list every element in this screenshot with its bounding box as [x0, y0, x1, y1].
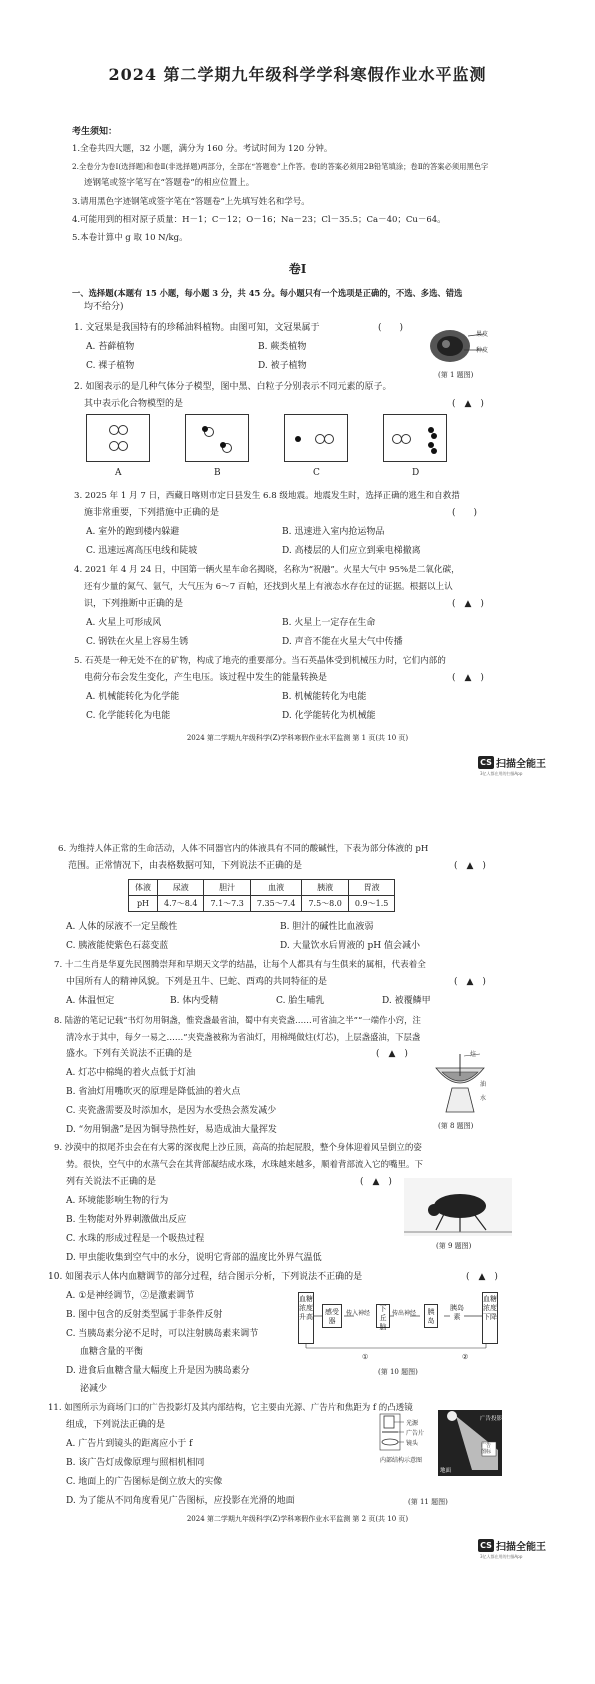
q11-option-c[interactable]: C. 地面上的广告图标是倒立放大的实像 [66, 1477, 223, 1487]
q6-stem: 6. 为维持人体正常的生命活动，人体不同器官内的体液具有不同的酸碱性，下表为部分体液的 pH [58, 844, 429, 854]
q11-option-a[interactable]: A. 广告片到镜头的距离应小于 f [66, 1439, 193, 1449]
q10-box-pancreas: 胰岛 [424, 1304, 438, 1328]
q2-stem: 2. 如图表示的是几种气体分子模型，图中黑、白粒子分别表示不同元素的原子。 [74, 382, 392, 392]
q6-th-1: 尿液 [158, 880, 204, 896]
q6-td-5: 0.9～1.5 [348, 896, 394, 912]
q8-label-oil: 油 [480, 1081, 487, 1088]
q9-option-a[interactable]: A. 环境能影响生物的行为 [66, 1196, 169, 1206]
scanner-logo-icon: CS [478, 1539, 494, 1552]
q7-option-c[interactable]: C. 胎生哺乳 [276, 996, 325, 1006]
q10-label-2: ② [462, 1353, 469, 1361]
q2-label-b: B [214, 468, 221, 478]
q7-option-a[interactable]: A. 体温恒定 [66, 996, 115, 1006]
q4-option-b[interactable]: B. 火星上一定存在生命 [282, 618, 376, 628]
q8-label-wick: 炷 [470, 1051, 477, 1058]
q10-option-b[interactable]: B. 图中包含的反射类型属于非条件反射 [66, 1310, 223, 1320]
q6-option-c[interactable]: C. 胰液能使紫色石蕊变蓝 [66, 941, 169, 951]
q3-stem-2: 施非常重要，下列措施中正确的是 [84, 508, 220, 518]
q1-option-c[interactable]: C. 裸子植物 [86, 361, 135, 371]
q10-option-d[interactable]: D. 进食后血糖含量大幅度上升是因为胰岛素分 [66, 1366, 250, 1376]
q1-label-seedcoat: 种皮 [476, 347, 489, 354]
q6-th-2: 胆汁 [204, 880, 250, 896]
notice-1: 1.全卷共四大题，32 小题，满分为 160 分。考试时间为 120 分钟。 [72, 144, 333, 154]
page-1-footer: 2024 第二学期九年级科学(Z)学科寒假作业水平监测 第 1 页(共 10 页) [186, 734, 409, 742]
q1-label-pericarp: 果皮 [476, 331, 489, 338]
q10-box-afferent: 传入神经 [346, 1310, 371, 1317]
q6-stem-2: 范围。正常情况下，由表格数据可知，下列说法不正确的是 [68, 861, 303, 871]
q7-stem-2: 中国所有人的精神风貌。下列是丑牛、巳蛇、酉鸡的共同特征的是 [66, 977, 328, 987]
q9-option-c[interactable]: C. 水珠的形成过程是一个吸热过程 [66, 1234, 205, 1244]
notice-title: 考生须知： [72, 127, 118, 137]
q6-paren: ( ▲ ) [454, 861, 486, 871]
q3-option-c[interactable]: C. 迅速远离高压电线和陡坡 [86, 546, 198, 556]
scanner-logo-icon: CS [478, 756, 494, 769]
q11-fig-caption: (第 11 题图) [408, 1498, 448, 1506]
q6-table-header-row [129, 880, 395, 896]
q1-fig-caption: (第 1 题图) [438, 371, 474, 379]
q1-option-b[interactable]: B. 蕨类植物 [258, 342, 307, 352]
section-heading-2: 均不给分) [84, 302, 124, 312]
q6-ph-table [128, 879, 395, 912]
q1-option-d[interactable]: D. 被子植物 [258, 361, 307, 371]
q6-td-4: 7.5～8.0 [302, 896, 348, 912]
q6-th-5: 胃液 [348, 880, 394, 896]
q9-stem-3: 列有关说法不正确的是 [66, 1177, 157, 1187]
notice-5: 5.本卷计算中 g 取 10 N/kg。 [72, 233, 188, 243]
q6-th-0: 体液 [129, 880, 158, 896]
q3-option-d[interactable]: D. 高楼层的人们应立到乘电梯撤离 [282, 546, 421, 556]
q11-label-structure: 内部结构示意图 [380, 1457, 423, 1464]
notice-4: 4.可能用到的相对原子质量：H－1；C－12；O－16；Na－23；Cl－35.5；Ca－40；Cu－64。 [72, 215, 446, 225]
q2-paren: ( ▲ ) [452, 399, 484, 409]
q1-option-a[interactable]: A. 苔藓植物 [86, 342, 135, 352]
q10-paren: ( ▲ ) [466, 1272, 498, 1282]
q9-option-d[interactable]: D. 甲虫能收集到空气中的水分，说明它背部的温度比外界气温低 [66, 1253, 322, 1263]
q7-paren: ( ▲ ) [454, 977, 486, 987]
q7-stem: 7. 十二生肖是华夏先民图腾崇拜和早期天文学的结晶，让每个人都具有与生俱来的属相，代表着全 [54, 960, 426, 970]
q6-td-2: 7.1～7.3 [204, 896, 250, 912]
q11-stem-2: 组成，下列说法正确的是 [66, 1420, 166, 1430]
q6-td-3: 7.35～7.4 [250, 896, 302, 912]
q5-stem-2: 电荷分布会发生变化，产生电压。该过程中发生的能量转换是 [84, 673, 328, 683]
q10-option-d-2: 泌减少 [80, 1384, 108, 1394]
page-2-footer: 2024 第二学期九年级科学(Z)学科寒假作业水平监测 第 2 页(共 10 页) [186, 1515, 409, 1523]
q5-option-d[interactable]: D. 化学能转化为机械能 [282, 711, 376, 721]
q8-option-c[interactable]: C. 夹瓷盏需要及时添加水，是因为水受热会蒸发减少 [66, 1106, 277, 1116]
q9-option-b[interactable]: B. 生物能对外界刺激做出反应 [66, 1215, 187, 1225]
q10-box-glucose-down: 血糖浓度下降 [482, 1292, 498, 1344]
q3-option-b[interactable]: B. 迅速进入室内抢运物品 [282, 527, 385, 537]
q2-label-c: C [313, 468, 320, 478]
q8-label-water: 水 [480, 1095, 487, 1102]
q10-option-c[interactable]: C. 当胰岛素分泌不足时，可以注射胰岛素来调节 [66, 1329, 259, 1339]
q3-stem: 3. 2025 年 1 月 7 日，西藏日喀则市定日县发生 6.8 级地震。地震发生时，选择正确的逃生和自救措 [74, 491, 460, 501]
q4-paren: ( ▲ ) [452, 599, 484, 609]
q10-stem: 10. 如图表示人体内血糖调节的部分过程，结合图示分析，下列说法不正确的是 [48, 1272, 363, 1282]
exam-title: 2024 第二学期九年级科学学科寒假作业水平监测 [108, 65, 487, 84]
q1-stem: 1. 文冠果是我国特有的珍稀油料植物。由图可知，文冠果属于 [74, 323, 320, 333]
q8-option-b[interactable]: B. 省油灯用嘴吹灭的原理是降低油的着火点 [66, 1087, 241, 1097]
q3-paren: ( ) [452, 508, 478, 518]
q5-paren: ( ▲ ) [452, 673, 484, 683]
q8-option-a[interactable]: A. 灯芯中棉绳的着火点低于灯油 [66, 1068, 196, 1078]
q6-td-1: 4.7～8.4 [158, 896, 204, 912]
q4-option-c[interactable]: C. 钢铁在火星上容易生锈 [86, 637, 189, 647]
q2-model-a[interactable] [86, 414, 150, 462]
q8-oil-lamp-figure [430, 1050, 500, 1116]
q8-fig-caption: (第 8 题图) [438, 1122, 474, 1130]
page-1 [0, 0, 595, 800]
q11-label-slide: 广告片 [406, 1430, 425, 1437]
scanner-sub: 3亿人都在用的扫描App [480, 1554, 523, 1559]
q2-stem-2: 其中表示化合物模型的是 [84, 399, 184, 409]
q8-stem: 8. 陆游的笔记记载“书灯勿用铜盏，惟瓷盏最省油，蜀中有夹瓷盏……可省油之半”“一端作小窍，注 [54, 1015, 421, 1025]
q2-model-b[interactable] [185, 414, 249, 462]
q11-label-projector: 广告投影灯 [480, 1416, 508, 1422]
q10-box-efferent: 传出神经 [392, 1310, 417, 1317]
q4-stem: 4. 2021 年 4 月 24 日，中国第一辆火星车命名揭晓，名称为“祝融”。火星大气中 95%是二氧化碳， [74, 565, 460, 575]
q6-th-3: 血液 [250, 880, 302, 896]
q5-option-b[interactable]: B. 机械能转化为电能 [282, 692, 367, 702]
q8-stem-3: 盛水。下列有关说法不正确的是 [66, 1049, 193, 1059]
q4-option-a[interactable]: A. 火星上可形成风 [86, 618, 162, 628]
q2-label-a: A [115, 468, 122, 478]
q6-table-row [129, 896, 395, 912]
q9-fig-caption: (第 9 题图) [436, 1242, 472, 1250]
q10-label-1: ① [362, 1353, 369, 1361]
q3-option-a[interactable]: A. 室外的跑到楼内躲避 [86, 527, 180, 537]
q10-fig-caption: (第 10 题图) [378, 1368, 418, 1376]
q10-box-glucose-up: 血糖浓度升高 [298, 1292, 314, 1344]
q5-option-a[interactable]: A. 机械能转化为化学能 [86, 692, 180, 702]
scanner-name: 扫描全能王 [496, 1542, 546, 1553]
section-heading: 一、选择题(本题有 15 小题，每小题 3 分，共 45 分。每小题只有一个选项是正确的，不选、多选、错选 [72, 288, 463, 298]
q11-stem: 11. 如图所示为商场门口的广告投影灯及其内部结构，它主要由光源、广告片和焦距为 f 的凸透镜 [48, 1403, 413, 1413]
q2-model-c[interactable] [284, 414, 348, 462]
scanner-watermark-2 [478, 1535, 546, 1560]
q11-label-lens: 镜头 [406, 1440, 419, 1447]
scanner-sub: 3亿人都在用的扫描App [480, 771, 523, 776]
q6-option-a[interactable]: A. 人体的尿液不一定呈酸性 [66, 922, 178, 932]
scanner-name: 扫描全能王 [496, 759, 546, 770]
q6-th-4: 胰液 [302, 880, 348, 896]
q10-box-insulin: 胰岛素 [450, 1304, 464, 1328]
q8-stem-2: 清冷水于其中，每夕一易之……”夹瓷盏被称为省油灯，用棉绳做炷(灯芯)，上层盏盛油，下层盏 [66, 1032, 421, 1042]
q5-option-c[interactable]: C. 化学能转化为电能 [86, 711, 171, 721]
q11-option-b[interactable]: B. 该广告灯成像原理与照相机相同 [66, 1458, 205, 1468]
q1-paren: ( ) [378, 323, 404, 333]
q10-option-a[interactable]: A. ①是神经调节，②是激素调节 [66, 1291, 195, 1301]
q6-option-d[interactable]: D. 大量饮水后胃液的 pH 值会减小 [280, 941, 420, 951]
page-2 [0, 800, 595, 1684]
notice-3: 3.请用黑色字迹钢笔或签字笔在“答题卷”上先填写姓名和学号。 [72, 197, 310, 207]
q11-label-ground: 地面 [440, 1468, 452, 1474]
q9-paren: ( ▲ ) [360, 1177, 392, 1187]
juan-heading: 卷Ⅰ [288, 262, 307, 276]
q8-option-d[interactable]: D. “勿用铜盏”是因为铜导热性好，易造成油大量挥发 [66, 1125, 277, 1135]
q9-stem: 9. 沙漠中的拟尾芥虫会在有大雾的深夜爬上沙丘顶，高高的抬起屁股，整个身体迎着风呈倒立的姿 [54, 1143, 422, 1153]
q4-stem-2: 还有少量的氮气、氩气，大气压为 6～7 百帕，还找到火星上有液态水存在过的证据。根据以上认 [84, 582, 453, 592]
q7-option-d[interactable]: D. 被覆鳞甲 [382, 996, 431, 1006]
q2-label-d: D [412, 468, 420, 478]
notice-2: 2.全卷分为卷Ⅰ(选择题)和卷Ⅱ(非选择题)两部分，全部在“答题卷”上作答。卷Ⅰ的答案必须用2B铅笔填涂；卷Ⅱ的答案必须用黑色字 [72, 162, 489, 171]
q10-option-c-2: 血糖含量的平衡 [80, 1347, 144, 1357]
q7-option-b[interactable]: B. 体内受精 [170, 996, 219, 1006]
q9-beetle-photo [404, 1178, 512, 1236]
q5-stem: 5. 石英是一种无处不在的矿物，构成了地壳的重要部分。当石英晶体受到机械压力时，它们内部的 [74, 656, 446, 666]
q11-label-light: 光源 [406, 1420, 419, 1427]
q4-option-d[interactable]: D. 声音不能在火星大气中传播 [282, 637, 403, 647]
q10-box-receptor: 感受器 [322, 1304, 342, 1328]
q10-box-hypothalamus: 下丘脑 [376, 1304, 390, 1328]
scanner-watermark-1 [478, 752, 546, 777]
q8-paren: ( ▲ ) [376, 1049, 408, 1059]
q11-option-d[interactable]: D. 为了能从不同角度看见广告图标，应投影在光滑的地面 [66, 1496, 295, 1506]
q11-label-icon: 广告图标 [481, 1443, 492, 1455]
q6-td-0: pH [129, 896, 158, 912]
q9-stem-2: 势。很快，空气中的水蒸气会在其背部凝结成水珠，水珠越来越多，顺着背部流入它的嘴里。下 [66, 1160, 424, 1170]
q4-stem-3: 识，下列推断中正确的是 [84, 599, 184, 609]
q6-option-b[interactable]: B. 胆汁的碱性比血液弱 [280, 922, 374, 932]
q1-fruit-figure [426, 318, 506, 368]
q2-model-d[interactable] [383, 414, 447, 462]
notice-2b: 迹钢笔或签字笔写在“答题卷”的相应位置上。 [84, 178, 255, 188]
